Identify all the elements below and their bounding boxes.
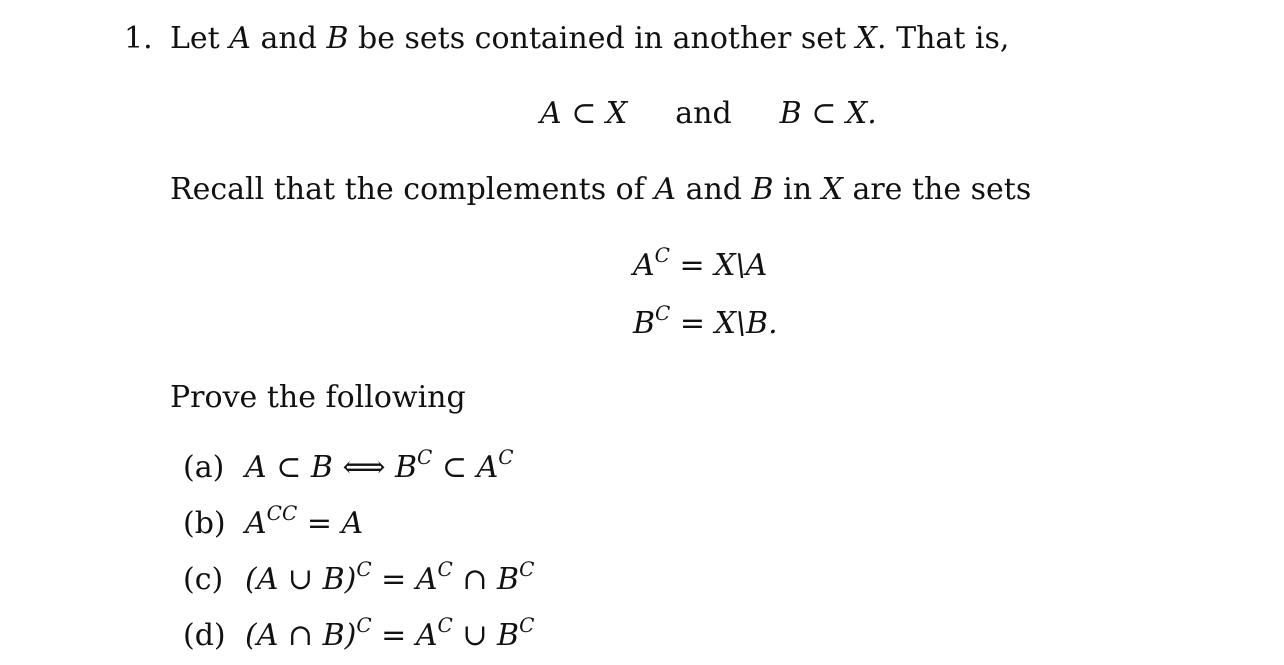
part-b-sup-1: CC (266, 501, 298, 525)
b-subset-x: B ⊂ X. (779, 96, 877, 131)
part-b (183, 501, 364, 542)
recall-sentence (170, 172, 1031, 208)
part-d (183, 613, 535, 654)
part-c-expr-3: ∩ B (452, 562, 520, 597)
part-a (183, 445, 514, 486)
part-d-expr-3: ∪ B (452, 618, 520, 653)
part-c (183, 557, 535, 598)
part-d-sup-3: C (519, 613, 535, 637)
eq2-superscript: C (655, 301, 671, 325)
prove-heading (170, 380, 466, 416)
part-c-sup-2: C (437, 557, 453, 581)
recall-text-1: Recall that the complements of (170, 172, 655, 207)
subset-display (540, 96, 877, 132)
a-subset-x: A ⊂ X (540, 96, 628, 131)
and-word: and (675, 96, 732, 131)
part-b-expr-1: A (245, 506, 267, 541)
part-a-expr-2: ⊂ A (432, 450, 499, 485)
var-b: B (751, 172, 774, 207)
recall-text-2: and (676, 172, 752, 207)
part-c-expr-2: = A (371, 562, 438, 597)
var-a: A (654, 172, 677, 207)
intro-text-2: and (250, 21, 327, 56)
part-a-expr-1: A ⊂ B ⟺ B (245, 450, 418, 485)
var-b: B (326, 21, 349, 56)
complement-equation-a (633, 243, 768, 284)
eq1-superscript: C (654, 243, 670, 267)
intro-text-3: be sets contained in another set (348, 21, 856, 56)
recall-text-4: are the sets (842, 172, 1032, 207)
var-a: A (229, 21, 251, 56)
complement-equation-b (633, 301, 778, 342)
part-d-expr-2: = A (371, 618, 438, 653)
problem-number (124, 21, 153, 57)
part-d-sup-1: C (356, 613, 372, 637)
var-x: X (821, 172, 843, 207)
part-a-sup-1: C (417, 445, 433, 469)
part-c-sup-1: C (356, 557, 372, 581)
eq1-base: A (633, 248, 655, 283)
part-a-sup-2: C (498, 445, 514, 469)
part-label: (a) (183, 450, 225, 485)
part-label: (b) (183, 506, 226, 541)
intro-sentence (170, 21, 1009, 57)
eq1-rhs: = X\A (669, 248, 768, 283)
intro-text-1: Let (170, 21, 230, 56)
number-text: 1. (124, 21, 153, 56)
part-label: (c) (183, 562, 224, 597)
var-x: X (855, 21, 878, 56)
eq2-base: B (633, 306, 656, 341)
part-d-expr-1: (A ∩ B) (245, 618, 357, 653)
part-c-expr-1: (A ∪ B) (245, 562, 357, 597)
prove-text: Prove the following (170, 380, 466, 415)
part-label: (d) (183, 618, 226, 653)
part-b-expr-2: = A (297, 506, 364, 541)
eq2-rhs: = X\B. (670, 306, 778, 341)
recall-text-3: in (773, 172, 822, 207)
part-c-sup-3: C (519, 557, 535, 581)
intro-text-4: . That is, (877, 21, 1010, 56)
part-d-sup-2: C (437, 613, 453, 637)
